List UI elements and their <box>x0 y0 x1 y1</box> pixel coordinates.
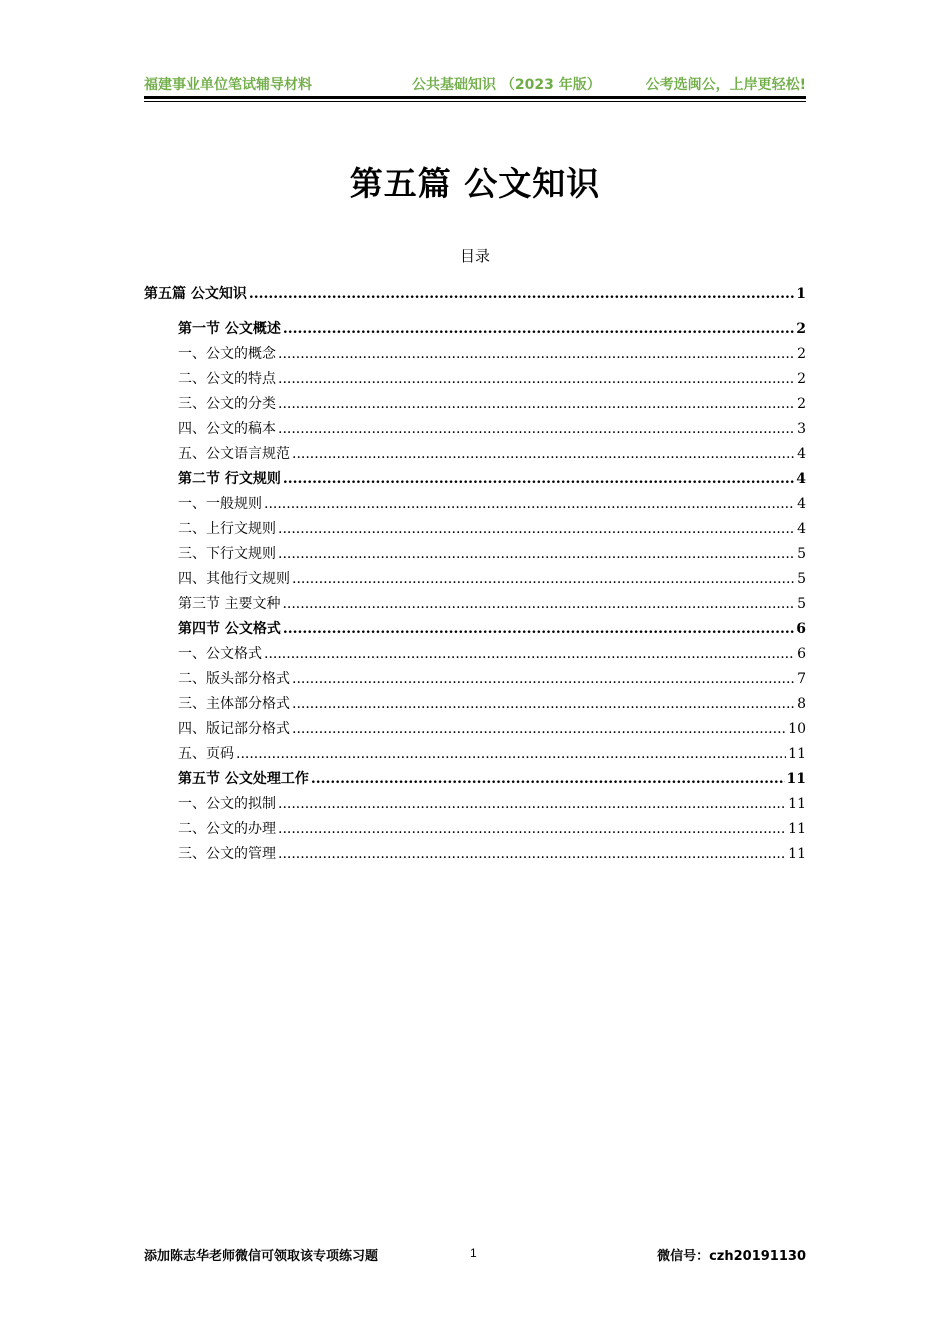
toc-dot-leader <box>278 396 795 412</box>
toc-dot-leader <box>249 286 794 302</box>
toc-entry-label: 四、版记部分格式 <box>178 721 290 737</box>
toc-entry-page: 6 <box>796 621 806 637</box>
toc-dot-leader <box>278 346 795 362</box>
toc-entry-label: 五、页码 <box>178 746 234 762</box>
toc-entry-label: 第二节 行文规则 <box>178 471 281 487</box>
toc-entry-page: 4 <box>797 496 806 512</box>
toc-entry[interactable] <box>178 793 806 815</box>
toc-dot-leader <box>311 771 785 787</box>
toc-entry[interactable] <box>178 468 806 490</box>
toc-entry-page: 10 <box>788 721 806 737</box>
header-left-text: 福建事业单位笔试辅导材料 <box>144 77 312 93</box>
toc-dot-leader <box>278 421 795 437</box>
toc-entry-page: 8 <box>797 696 806 712</box>
toc-entry-label: 二、公文的特点 <box>178 371 276 387</box>
toc-entry-label: 三、公文的分类 <box>178 396 276 412</box>
toc-entry[interactable] <box>178 818 806 840</box>
toc-heading: 目录 <box>459 247 490 265</box>
toc-entry-label: 五、公文语言规范 <box>178 446 290 462</box>
header-rule-thick <box>144 96 806 99</box>
toc-entry-label: 二、版头部分格式 <box>178 671 290 687</box>
toc-dot-leader <box>278 846 786 862</box>
toc-entry-page: 11 <box>788 821 806 837</box>
toc-entry[interactable] <box>178 443 806 465</box>
page-footer <box>144 1245 806 1265</box>
toc-entry[interactable] <box>178 618 806 640</box>
toc-entry-label: 一、公文格式 <box>178 646 262 662</box>
page-header <box>144 72 806 94</box>
toc-entry[interactable] <box>144 283 806 305</box>
toc-entry[interactable] <box>178 318 806 340</box>
header-center-text: 公共基础知识 （2023 年版） <box>412 77 601 93</box>
toc-entry-label: 第四节 公文格式 <box>178 621 281 637</box>
toc-entry-label: 三、下行文规则 <box>178 546 276 562</box>
toc-entry-label: 一、一般规则 <box>178 496 262 512</box>
toc-entry-label: 四、公文的稿本 <box>178 421 276 437</box>
toc-dot-leader <box>264 496 795 512</box>
toc-dot-leader <box>278 546 795 562</box>
toc-entry[interactable] <box>178 493 806 515</box>
toc-dot-leader <box>292 696 795 712</box>
toc-dot-leader <box>278 796 786 812</box>
toc-entry[interactable] <box>178 693 806 715</box>
toc-dot-leader <box>292 446 795 462</box>
toc-entry-page: 11 <box>788 796 806 812</box>
toc-dot-leader <box>292 571 795 587</box>
toc-entry[interactable] <box>178 518 806 540</box>
toc-entry-page: 2 <box>797 396 806 412</box>
toc-entry-label: 第五篇 公文知识 <box>144 286 247 302</box>
toc-dot-leader <box>292 721 786 737</box>
toc-entry-page: 6 <box>797 646 806 662</box>
toc-entry-page: 11 <box>788 846 806 862</box>
toc-entry[interactable] <box>178 743 806 765</box>
toc-dot-leader <box>264 646 795 662</box>
toc-entry[interactable] <box>178 368 806 390</box>
toc-entry-page: 2 <box>796 321 806 337</box>
toc-entry-page: 7 <box>797 671 806 687</box>
chapter-title: 第五篇 公文知识 <box>349 164 601 203</box>
toc-entry-page: 11 <box>788 746 806 762</box>
toc-dot-leader <box>282 596 795 612</box>
toc-dot-leader <box>292 671 795 687</box>
toc-entry[interactable] <box>178 768 806 790</box>
toc-dot-leader <box>278 821 786 837</box>
footer-left-text: 添加陈志华老师微信可领取该专项练习题 <box>144 1249 379 1264</box>
toc-entry[interactable] <box>178 668 806 690</box>
toc-entry-page: 5 <box>797 546 806 562</box>
footer-page-number: 1 <box>470 1246 477 1260</box>
toc-entry-page: 5 <box>797 596 806 612</box>
footer-right-text: 微信号：czh20191130 <box>657 1249 806 1264</box>
toc-entry[interactable] <box>178 393 806 415</box>
toc-entry-page: 2 <box>797 346 806 362</box>
toc-entry-page: 11 <box>786 771 806 787</box>
toc-dot-leader <box>278 521 795 537</box>
toc-entry-page: 4 <box>797 446 806 462</box>
toc-entry-label: 第五节 公文处理工作 <box>178 771 309 787</box>
toc-entry-label: 一、公文的概念 <box>178 346 276 362</box>
toc-entry-page: 4 <box>796 471 806 487</box>
toc-dot-leader <box>236 746 786 762</box>
toc-entry-page: 3 <box>797 421 806 437</box>
toc-entry[interactable] <box>178 568 806 590</box>
header-rule-thin <box>144 101 806 102</box>
toc-entry-label: 三、公文的管理 <box>178 846 276 862</box>
toc-entry[interactable] <box>178 343 806 365</box>
toc-entry-page: 2 <box>797 371 806 387</box>
toc-entry-label: 三、主体部分格式 <box>178 696 290 712</box>
toc-entry[interactable] <box>178 643 806 665</box>
toc-entry[interactable] <box>178 418 806 440</box>
toc-dot-leader <box>283 621 794 637</box>
toc-entry[interactable] <box>178 843 806 865</box>
toc-entry-label: 一、公文的拟制 <box>178 796 276 812</box>
toc-dot-leader <box>283 321 794 337</box>
toc-entry-label: 二、公文的办理 <box>178 821 276 837</box>
toc-entry-label: 第三节 主要文种 <box>178 596 281 612</box>
toc-dot-leader <box>278 371 795 387</box>
toc-entry[interactable] <box>178 543 806 565</box>
toc-entry-page: 5 <box>797 571 806 587</box>
toc-entry-label: 二、上行文规则 <box>178 521 276 537</box>
toc-entry-label: 第一节 公文概述 <box>178 321 281 337</box>
toc-entry-page: 1 <box>796 286 806 302</box>
toc-entry-label: 四、其他行文规则 <box>178 571 290 587</box>
header-right-text: 公考选闽公，上岸更轻松! <box>645 77 806 93</box>
toc-dot-leader <box>283 471 794 487</box>
toc-entry[interactable] <box>178 718 806 740</box>
toc-entry-page: 4 <box>797 521 806 537</box>
toc-entry[interactable] <box>178 593 806 615</box>
